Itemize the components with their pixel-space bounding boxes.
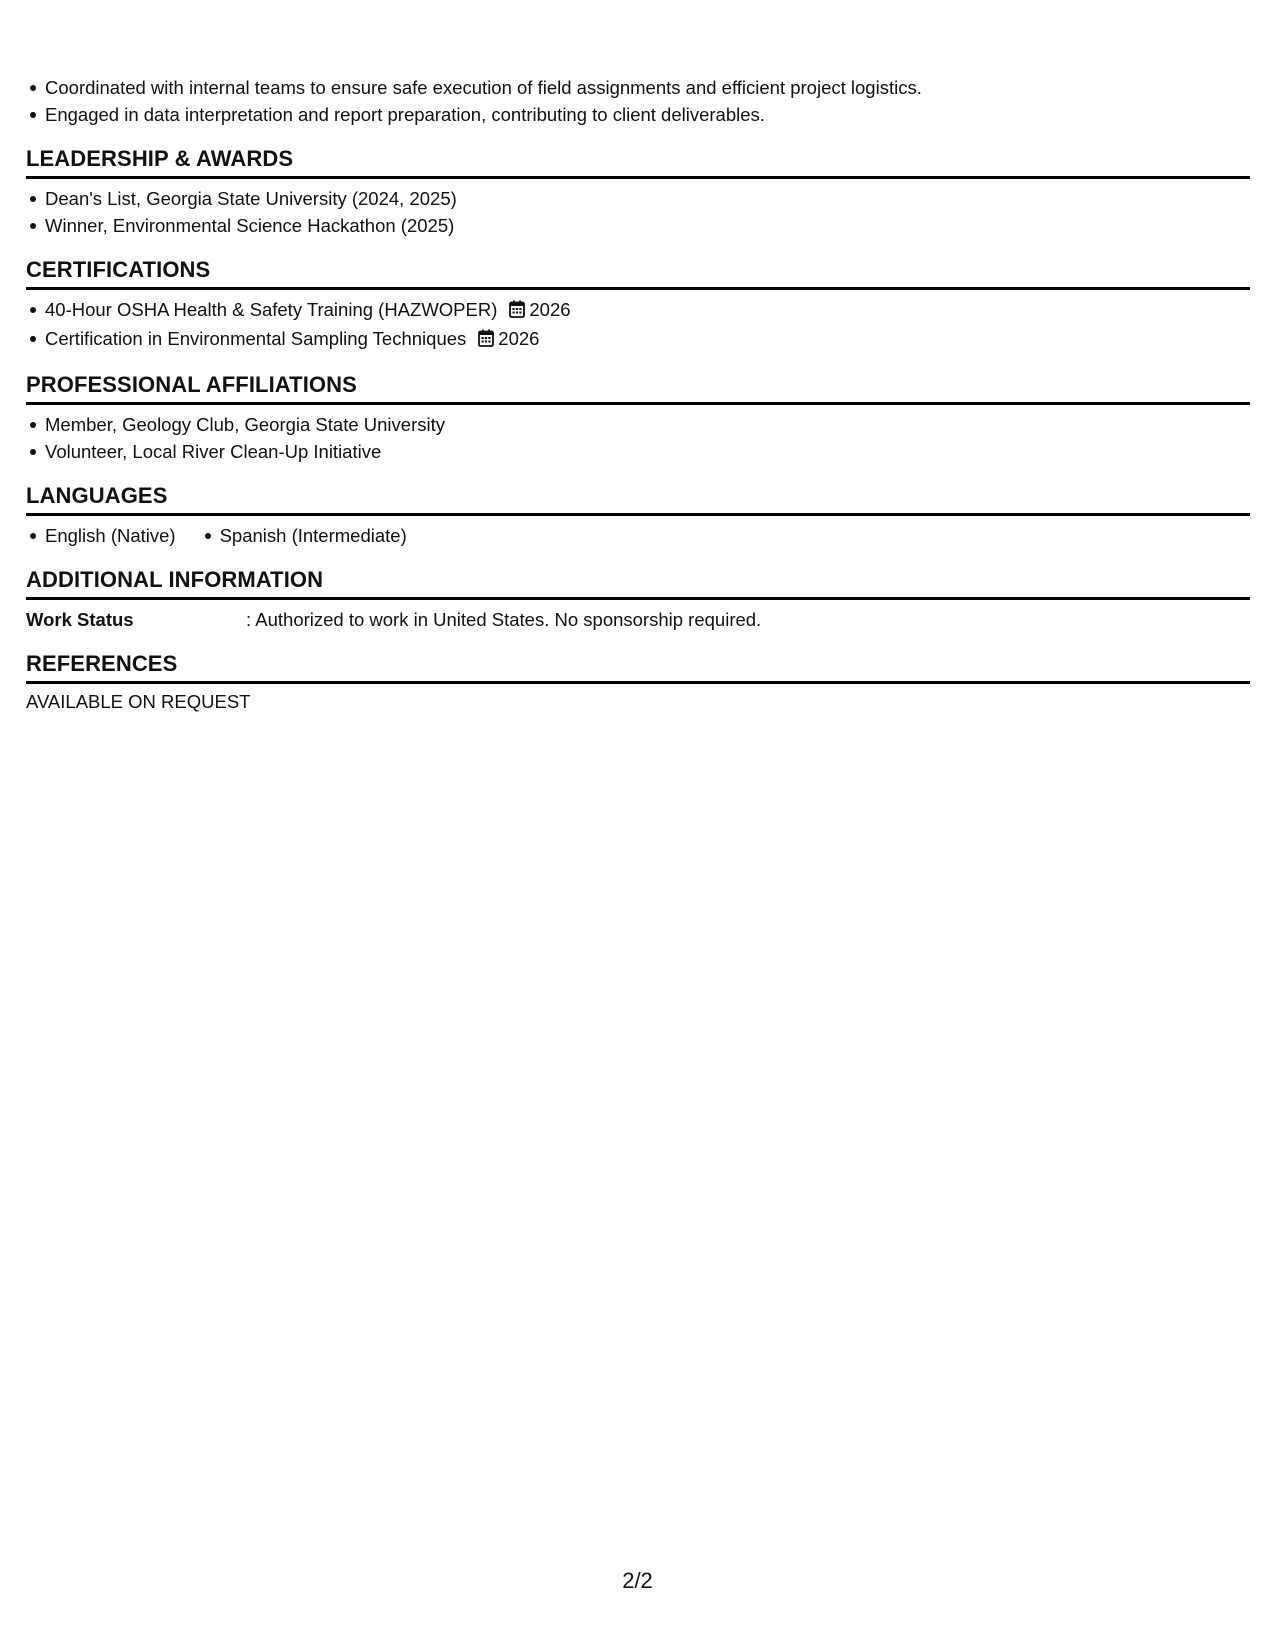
- language-item: English (Native): [45, 522, 176, 549]
- affiliations-list: [26, 411, 1250, 465]
- section-title-certifications: CERTIFICATIONS: [26, 255, 1250, 290]
- languages-section: [26, 481, 1250, 549]
- page-number: 2/2: [622, 1568, 653, 1593]
- work-status-label: Work Status: [26, 609, 134, 630]
- affiliations-section: [26, 370, 1250, 465]
- references-section: [26, 649, 1250, 715]
- references-text: AVAILABLE ON REQUEST: [26, 691, 251, 712]
- languages-list: [26, 522, 1250, 549]
- section-title-languages: LANGUAGES: [26, 481, 1250, 516]
- leadership-item: Winner, Environmental Science Hackathon (2025): [45, 212, 1250, 239]
- experience-bullet: Coordinated with internal teams to ensure safe execution of field assignments and efficient project logistics.: [45, 74, 1250, 101]
- language-item: Spanish (Intermediate): [220, 522, 407, 549]
- leadership-section: [26, 144, 1250, 239]
- certification-item: [45, 296, 1250, 325]
- experience-bullets: [26, 74, 1250, 128]
- certification-name: 40-Hour OSHA Health & Safety Training (HAZWOPER): [45, 299, 498, 320]
- certification-year: 2026: [529, 299, 571, 320]
- calendar-icon: [509, 298, 525, 325]
- experience-bullet: Engaged in data interpretation and report preparation, contributing to client deliverables.: [45, 101, 1250, 128]
- certifications-list: [26, 296, 1250, 354]
- leadership-item: Dean's List, Georgia State University (2024, 2025): [45, 185, 1250, 212]
- leadership-list: [26, 185, 1250, 239]
- certifications-section: [26, 255, 1250, 354]
- resume-page: [26, 74, 1250, 715]
- additional-info-section: [26, 565, 1250, 633]
- section-title-affiliations: PROFESSIONAL AFFILIATIONS: [26, 370, 1250, 405]
- affiliation-item: Member, Geology Club, Georgia State University: [45, 411, 1250, 438]
- section-title-leadership: LEADERSHIP & AWARDS: [26, 144, 1250, 179]
- calendar-icon: [478, 327, 494, 354]
- certification-name: Certification in Environmental Sampling Techniques: [45, 328, 467, 349]
- work-status-value: : Authorized to work in United States. No sponsorship required.: [246, 609, 762, 630]
- section-title-references: REFERENCES: [26, 649, 1250, 684]
- work-status-row: [26, 606, 1250, 633]
- section-title-additional: ADDITIONAL INFORMATION: [26, 565, 1250, 600]
- certification-item: [45, 325, 1250, 354]
- affiliation-item: Volunteer, Local River Clean-Up Initiative: [45, 438, 1250, 465]
- certification-year: 2026: [498, 328, 540, 349]
